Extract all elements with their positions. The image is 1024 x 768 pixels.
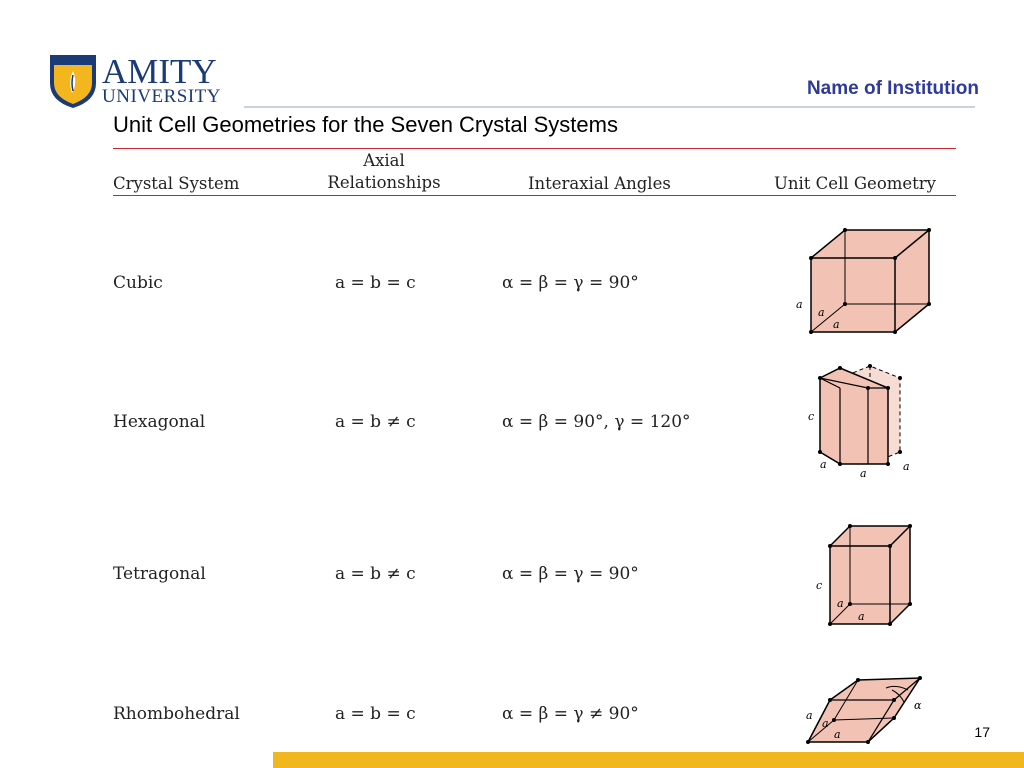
cubic-label-a2: a [818,306,825,319]
row-hexagonal-axial: a = b ≠ c [335,412,416,432]
hexagonal-label-a2: a [860,467,867,480]
header-unit-cell-geometry: Unit Cell Geometry [774,174,937,193]
cubic-unit-cell-figure [790,222,940,337]
table-top-rule [113,148,956,149]
rhombohedral-label-alpha: α [914,699,922,712]
cubic-label-a1: a [796,298,803,311]
tetragonal-label-a1: a [837,597,844,610]
row-rhombohedral-angles: α = β = γ ≠ 90° [502,704,639,724]
rhombohedral-label-a2: a [822,717,829,730]
rhombohedral-unit-cell-figure [800,672,935,746]
row-hexagonal-system: Hexagonal [113,412,206,432]
header-axial-relationships [319,150,449,194]
header-interaxial-angles: Interaxial Angles [528,174,671,193]
tetragonal-label-a2: a [858,610,865,623]
row-tetragonal-axial: a = b ≠ c [335,564,416,584]
rhombohedral-label-a3: a [834,728,841,741]
row-cubic-angles: α = β = γ = 90° [502,273,639,293]
rhombohedral-label-a1: a [806,709,813,722]
row-rhombohedral-axial: a = b = c [335,704,416,724]
row-cubic-system: Cubic [113,273,163,293]
row-hexagonal-angles: α = β = 90°, γ = 120° [502,412,691,432]
header-divider [244,106,975,108]
header-axial-line2: Relationships [327,173,441,192]
hexagonal-label-a1: a [820,458,827,471]
page-number: 17 [974,724,990,740]
header-axial-line1: Axial [363,151,405,170]
tetragonal-label-c: c [816,579,823,592]
row-cubic-axial: a = b = c [335,273,416,293]
slide-title: Unit Cell Geometries for the Seven Crystal Systems [113,112,618,137]
institution-name: Name of Institution [806,78,979,99]
hexagonal-label-a3: a [903,460,910,473]
tetragonal-unit-cell-figure [808,518,918,630]
hexagonal-label-c: c [808,410,815,423]
header-crystal-system: Crystal System [113,174,240,193]
amity-logo [48,53,228,111]
footer-bar [273,752,1024,768]
hexagonal-unit-cell-figure [800,362,925,480]
shield-icon [48,53,98,109]
cubic-label-a3: a [833,318,840,331]
row-rhombohedral-system: Rhombohedral [113,704,240,724]
row-tetragonal-angles: α = β = γ = 90° [502,564,639,584]
logo-wordmark-amity: AMITY [102,52,217,91]
table-header-rule [113,195,956,196]
row-tetragonal-system: Tetragonal [113,564,206,584]
logo-wordmark-university: UNIVERSITY [102,86,221,107]
